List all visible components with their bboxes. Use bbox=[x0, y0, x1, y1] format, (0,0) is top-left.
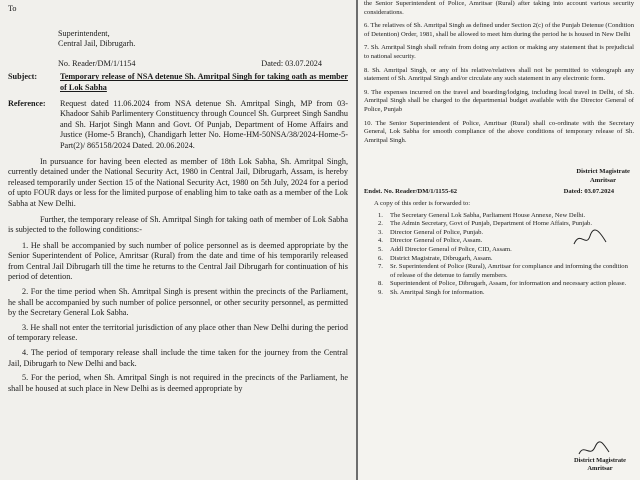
endorsement-line bbox=[364, 188, 634, 197]
list-item: 9. Sh. Amritpal Singh for information. bbox=[378, 289, 485, 297]
condition-1: 1. He shall be accompanied by such number of police personnel as is deemed appropriate by the Senior Superintendent of Police, Amritsar (Rural) from the date and time of his temporarily released from Central Jail Dibrugarh till the time he returns to the Central Jail Dibrugarh for continuation of his period of detention. bbox=[8, 240, 348, 282]
signatory-place: Amritsar bbox=[590, 176, 616, 184]
subject-row bbox=[8, 72, 348, 93]
signatory-title: District Magistrate bbox=[576, 168, 630, 176]
reference-label: Reference: bbox=[8, 98, 46, 108]
list-item: 1. The Secretary General Lok Sabha, Parliament House Annexe, New Delhi. bbox=[378, 211, 586, 219]
addressee-line-1: Superintendent, bbox=[58, 28, 110, 38]
endorsement-date: Dated: 03.07.2024 bbox=[563, 187, 614, 195]
to-line: To bbox=[8, 4, 17, 13]
signature-stamp bbox=[574, 457, 626, 474]
reference-text: Request dated 11.06.2024 from NSA detenue Sh. Amritpal Singh, MP from 03-Khadoor Sahib Parlimentery Constituency through Councel Sh. Gurpreet Singh Sandhu and Sh. Harjot Singh Mann and Govt. Of Punjab, Department of Home Affairs and Justice (Home-5 Branch), Chandigarh letter No. Home-HM-50NSA/38/2024-Home-5-Part(2)/ 865158/2024 Dated. 20.06.2024. bbox=[60, 98, 348, 150]
order-page-2 bbox=[358, 0, 640, 480]
condition-2: 2. For the time period when Sh. Amritpal Singh is present within the precincts of the Parliament, he shall be accompanied by such number of police personnel, or other security personnel, as permitted by the Secretary General Lok Sabha. bbox=[8, 287, 348, 318]
list-item: 2. The Admin Secretary, Govt of Punjab, Department of Home Affairs, Punjab. bbox=[378, 220, 592, 228]
condition-6: 6. The relatives of Sh. Amritpal Singh as defined under Section 2(c) of the Punjab Detenue (Condition of Detention) Order, 1981, shall be allowed to meet him during the period he is housed in New Delhi bbox=[364, 22, 634, 38]
subject-text: Temporary release of NSA detenue Sh. Amritpal Singh for taking oath as member of Lok Sabha bbox=[60, 72, 348, 92]
list-item: 7. Sr. Superintendent of Police (Rural), Amritsar for compliance and informing the condition of release of the detenue to family members. bbox=[378, 263, 628, 279]
addressee bbox=[58, 29, 348, 50]
list-item: 8. Superintendent of Police, Dibrugarh, Assam, for information and necessary action please. bbox=[378, 280, 627, 288]
subject-label: Subject: bbox=[8, 72, 38, 82]
stamp-place: Amritsar bbox=[587, 465, 613, 473]
release-paragraph: In pursuance for having been elected as member of 18th Lok Sabha, Sh. Amritpal Singh, currently detained under the National Security Act, 1980 in Central Jail, Dibrugarh, Assam, is hereby released temporarily under Section 15 of the National Security Act, 1980 on 5th July, 2024 for a period of upto FOUR days or less for the limited purpose of enabling him to take oath as a member of the Lok Sabha at New Delhi. bbox=[8, 156, 348, 208]
order-number: No. Reader/DM/1/1154 bbox=[58, 58, 136, 68]
stamp-title: District Magistrate bbox=[574, 456, 626, 464]
list-item: 4. Director General of Police, Assam. bbox=[378, 237, 483, 245]
order-date: Dated: 03.07.2024 bbox=[261, 58, 322, 68]
conditions-intro: Further, the temporary release of Sh. Amritpal Singh for taking oath of member of Lok Sabha is subjected to the following conditions:- bbox=[8, 214, 348, 235]
list-item: 3. Director General of Police, Punjab. bbox=[378, 228, 484, 236]
condition-4: 4. The period of temporary release shall include the time taken for the journey from the Central Jail, Dibrugarh to New Delhi and back. bbox=[8, 348, 348, 368]
condition-5-continued: the Senior Superintendent of Police, Amritsar (Rural) after taking into account various security considerations. bbox=[364, 0, 634, 16]
condition-8: 8. Sh. Amritpal Singh, or any of his relative/relatives shall not be permitted to videograph any statement of Sh. Amritpal Singh and/or circulate any such statement in any electronic form. bbox=[364, 66, 634, 83]
endorsement-number: Endst. No. Reader/DM/1/1155-62 bbox=[364, 187, 458, 195]
condition-9: 9. The expenses incurred on the travel and boarding/lodging, including local travel in Delhi, of Sh. Amritpal Singh shall be charged to the departmental budget available with the Director General of Police, Punjab bbox=[364, 88, 634, 113]
recipient-list bbox=[364, 212, 634, 298]
list-item: 6. District Magistrate, Dibrugarh, Assam. bbox=[378, 254, 493, 262]
order-number-line bbox=[58, 59, 348, 70]
list-item: 5. Addl Director General of Police, CID, Assam. bbox=[378, 246, 512, 254]
reference-row bbox=[8, 99, 348, 152]
copy-forwarded-line: A copy of this order is forwarded to: bbox=[374, 200, 471, 208]
condition-5: 5. For the period, when Sh. Amritpal Singh is not required in the precincts of the Parliament, he shall be housed at such place in New Delhi as is deemed appropriate by bbox=[8, 373, 348, 393]
signature-scribble bbox=[570, 228, 610, 250]
condition-3: 3. He shall not enter the territorial jurisdiction of any place other than New Delhi during the period of temporary release. bbox=[8, 322, 348, 343]
addressee-line-2: Central Jail, Dibrugarh. bbox=[58, 39, 136, 49]
condition-7: 7. Sh. Amritpal Singh shall refrain from doing any action or making any statement that is prejudicial to national security. bbox=[364, 44, 634, 60]
condition-10: 10. The Senior Superintendent of Police, Amritsar (Rural) shall co-ordinate with the Secretary General, Lok Sabha for smooth compliance of the above conditions of temporary release of Sh. Amritpal Singh. bbox=[364, 119, 634, 144]
